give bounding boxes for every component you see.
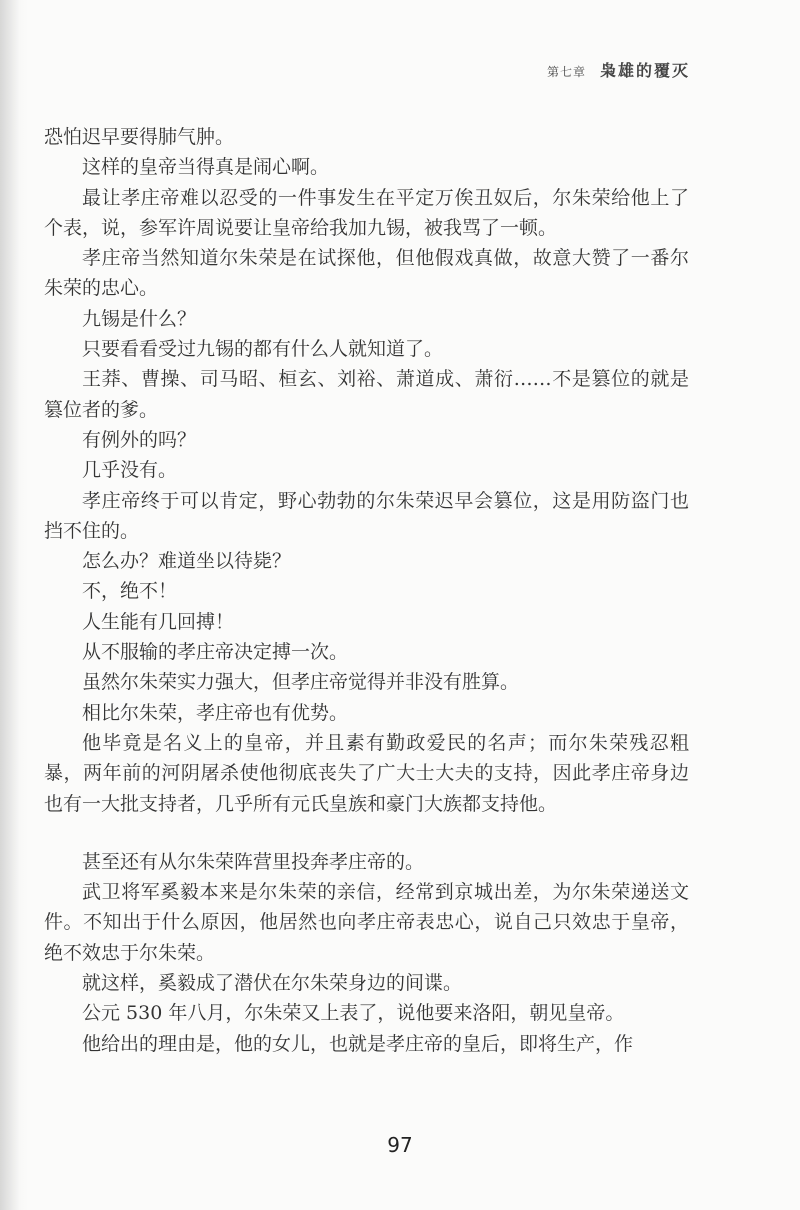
paragraph: 人生能有几回搏！ (82, 610, 235, 633)
page-number: 97 (387, 1133, 413, 1157)
paragraph: 从不服输的孝庄帝决定搏一次。 (82, 641, 349, 664)
paragraph: 有例外的吗？ (82, 428, 197, 451)
body-text (44, 122, 689, 1059)
paragraph: 公元 530 年八月，尔朱荣又上表了，说他要来洛阳，朝见皇帝。 (82, 1002, 625, 1025)
chapter-label: 第七章 (546, 65, 586, 79)
binding-shadow (0, 0, 28, 1210)
paragraph: 不，绝不！ (82, 580, 178, 603)
paragraph: 孝庄帝当然知道尔朱荣是在试探他，但他假戏真做，故意大赞了一番尔朱荣的忠心。 (44, 247, 689, 300)
paragraph: 就这样，奚毅成了潜伏在尔朱荣身边的间谍。 (82, 972, 463, 995)
paragraph: 武卫将军奚毅本来是尔朱荣的亲信，经常到京城出差，为尔朱荣递送文件。不知出于什么原因，他居然也向孝庄帝表忠心，说自己只效忠于皇帝，绝不效忠于尔朱荣。 (44, 881, 689, 964)
paragraph: 王莽、曹操、司马昭、桓玄、刘裕、萧道成、萧衍……不是篡位的就是篡位者的爹。 (44, 368, 689, 421)
paragraph: 相比尔朱荣，孝庄帝也有优势。 (82, 701, 349, 724)
paragraph: 最让孝庄帝难以忍受的一件事发生在平定万俟丑奴后，尔朱荣给他上了个表，说，参军许周说要让皇帝给我加九锡，被我骂了一顿。 (44, 186, 689, 239)
paragraph: 他给出的理由是，他的女儿，也就是孝庄帝的皇后，即将生产，作 (82, 1032, 634, 1055)
chapter-title: 枭雄的覆灭 (599, 61, 690, 80)
paragraph: 几乎没有。 (82, 459, 178, 482)
paragraph: 怎么办？难道坐以待毙？ (82, 550, 292, 573)
paragraph: 他毕竟是名义上的皇帝，并且素有勤政爱民的名声；而尔朱荣残忍粗暴，两年前的河阴屠杀使他彻底丧失了广大士大夫的支持，因此孝庄帝身边也有一大批支持者，几乎所有元氏皇族和豪门大族都支持他。 (44, 731, 689, 815)
paragraph: 九锡是什么？ (82, 307, 197, 330)
paragraph: 甚至还有从尔朱荣阵营里投奔孝庄帝的。 (82, 850, 425, 873)
paragraph: 恐怕迟早要得肺气肿。 (44, 126, 235, 148)
paragraph: 这样的皇帝当得真是闹心啊。 (82, 156, 330, 179)
paragraph: 只要看看受过九锡的都有什么人就知道了。 (82, 338, 444, 361)
paragraph: 孝庄帝终于可以肯定，野心勃勃的尔朱荣迟早会篡位，这是用防盗门也挡不住的。 (44, 489, 689, 542)
paragraph: 虽然尔朱荣实力强大，但孝庄帝觉得并非没有胜算。 (82, 671, 520, 694)
running-header (547, 58, 690, 81)
